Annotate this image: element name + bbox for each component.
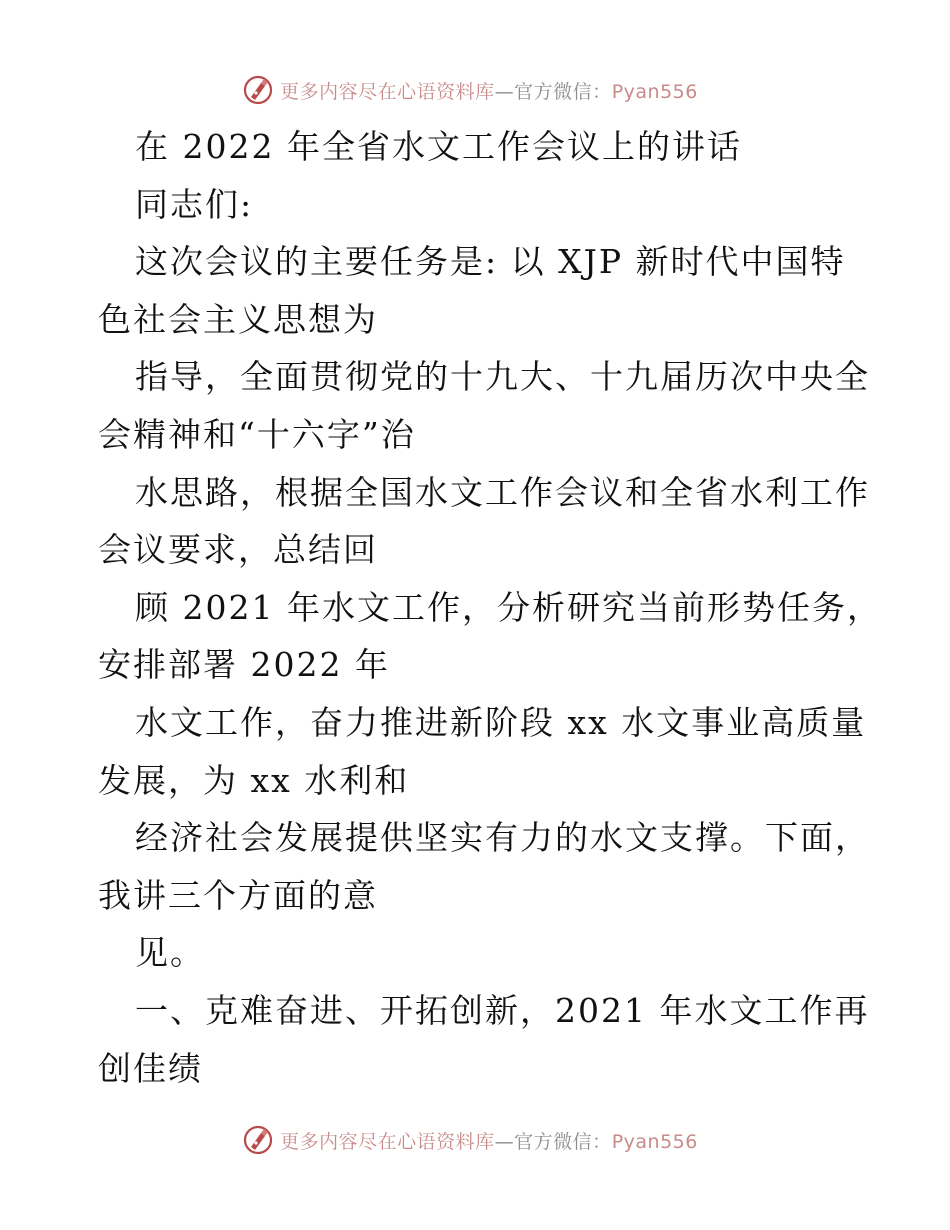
document-line: 同志们: [135, 184, 254, 224]
watermark-banner-bottom [0, 1120, 950, 1160]
watermark-main-text: 更多内容尽在心语资料库 [280, 80, 495, 103]
document-line: 水文工作，奋力推进新阶段 xx 水文事业高质量 [135, 702, 867, 742]
watermark-banner-top [0, 70, 950, 110]
watermark-banner-content [242, 74, 698, 106]
watermark-sub-text: —官方微信： [494, 1130, 612, 1153]
watermark-text [280, 1127, 698, 1154]
pen-nib-circle-icon [242, 74, 274, 106]
document-line: 发展，为 xx 水利和 [98, 760, 410, 800]
document-line: 我讲三个方面的意 [98, 875, 378, 915]
document-line: 这次会议的主要任务是: 以 XJP 新时代中国特 [135, 242, 846, 282]
document-line: 创佳绩 [98, 1048, 203, 1088]
document-line: 在 2022 年全省水文工作会议上的讲话 [135, 127, 742, 166]
document-line: 顾 2021 年水文工作，分析研究当前形势任务， [135, 587, 882, 627]
document-line: 一、克难奋进、开拓创新，2021 年水文工作再 [135, 990, 870, 1030]
document-line: 指导，全面贯彻党的十九大、十九届历次中央全 [135, 357, 870, 397]
document-line: 会议要求，总结回 [98, 530, 378, 570]
document-line: 水思路，根据全国水文工作会议和全省水利工作 [135, 472, 870, 512]
watermark-wechat-id: Pyan556 [611, 1130, 698, 1153]
document-body [98, 118, 882, 1097]
document-line: 经济社会发展提供坚实有力的水文支撑。下面， [135, 818, 870, 858]
watermark-banner-content [242, 1124, 698, 1156]
watermark-text [280, 77, 698, 104]
document-line: 安排部署 2022 年 [98, 645, 390, 685]
watermark-main-text: 更多内容尽在心语资料库 [280, 1130, 495, 1153]
watermark-wechat-id: Pyan556 [611, 80, 698, 103]
document-line: 会精神和“十六字”治 [98, 414, 416, 454]
document-line: 色社会主义思想为 [98, 299, 378, 339]
pen-nib-circle-icon [242, 1124, 274, 1156]
document-line: 见。 [135, 933, 205, 973]
watermark-sub-text: —官方微信： [494, 80, 612, 103]
